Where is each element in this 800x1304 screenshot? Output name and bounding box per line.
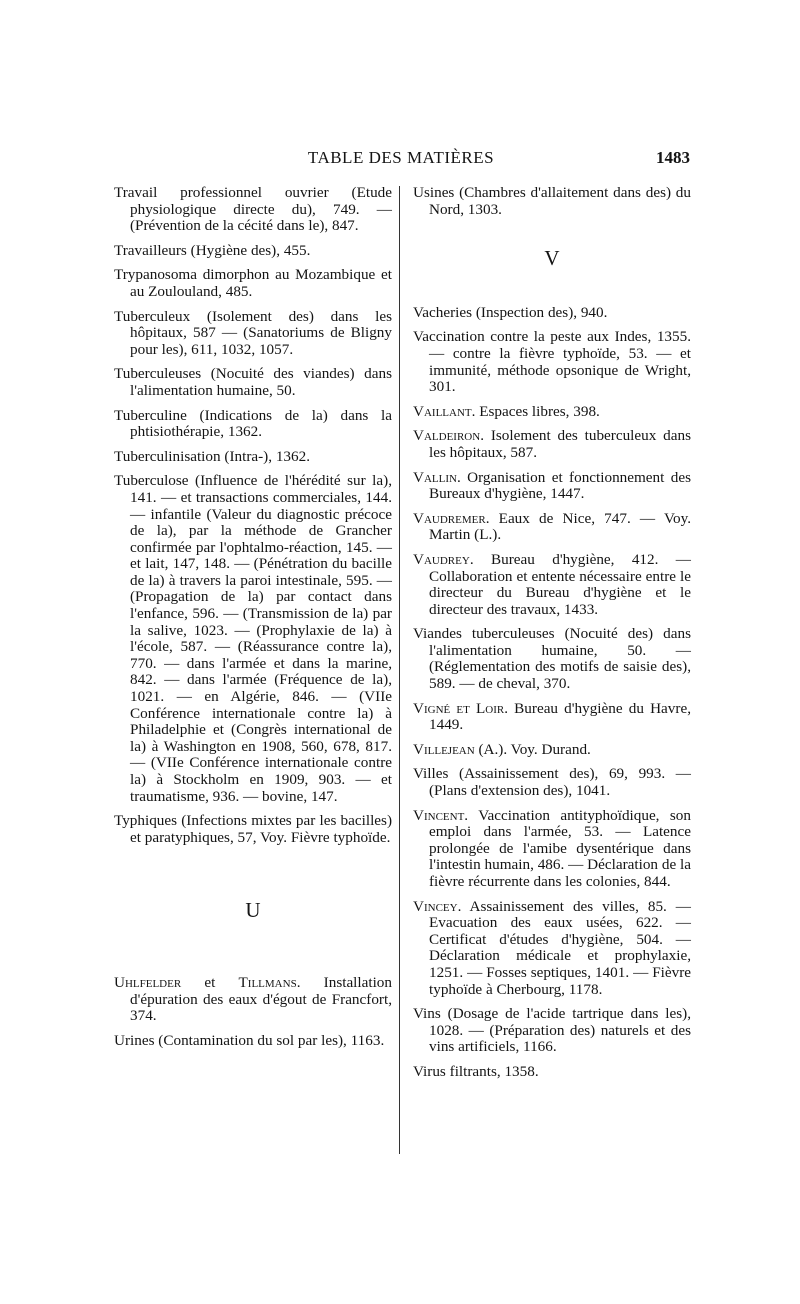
entry-text: (A.). Voy. Durand. (474, 740, 591, 758)
author-name: Vaudremer (413, 509, 486, 527)
entry-text: . Assainissement des villes, 85. — Evacuation des eaux usées, 622. — Certificat d'études d'hygiène, 504. — Déclaration médicale et prophylaxie, 1251. — Fosses septiques, 1401. — Fièvre typhoïde à Cherbourg, 1178. (429, 897, 691, 998)
entry-text: Villes (Assainissement des), 69, 993. — (Plans d'extension des), 1041. (413, 765, 691, 800)
index-entry: Urines (Contamination du sol par les), 1163. (114, 1031, 385, 1049)
section-letter-u: U (245, 898, 261, 923)
author-name: Valdeiron (413, 427, 481, 445)
entry-text: . Eaux de Nice, 747. — Voy. Martin (L.). (429, 509, 691, 544)
index-entry (413, 899, 691, 999)
entry-text: . Espaces libres, 398. (471, 402, 600, 420)
index-entry (413, 552, 691, 618)
index-entry: Travailleurs (Hygiène des), 455. (114, 241, 311, 259)
page-number: 1483 (656, 148, 690, 167)
author-name: Villejean (413, 740, 475, 758)
index-entry (413, 470, 691, 503)
index-entry (114, 975, 392, 1025)
author-name: Vigné et Loir (413, 699, 505, 717)
index-entry (413, 808, 691, 891)
index-entry: Tuberculinisation (Intra-), 1362. (114, 447, 310, 465)
entry-text: Vacheries (Inspection des), 940. (413, 303, 608, 321)
page-title: TABLE DES MATIÈRES (307, 148, 495, 167)
index-entry (413, 701, 691, 734)
index-entry (413, 1006, 691, 1056)
index-entry: Tuberculine (Indications de la) dans la phtisiothérapie, 1362. (114, 406, 392, 441)
index-entry (413, 305, 691, 322)
entry-text: . Organisation et fonctionnement des Bureaux d'hygiène, 1447. (429, 468, 691, 503)
index-entry: Typhiques (Infections mixtes par les bacilles) et paratyphiques, 57, Voy. Fièvre typhoïde. (114, 812, 392, 846)
entry-text: . Isolement des tuberculeux dans les hôpitaux, 587. (429, 427, 691, 461)
entry-text: Vins (Dosage de l'acide tartrique dans les), 1028. — (Préparation des) naturels et des vins artificiels, 1166. (413, 1005, 691, 1056)
page-header (112, 148, 690, 172)
right-column (413, 185, 691, 1089)
index-entry: Travail professionnel ouvrier (Etude physiologique directe du), 749. — (Prévention de la cécité dans le), 847. (114, 184, 392, 235)
entry-text: Viandes tuberculeuses (Nocuité des) dans l'alimentation humaine, 50. — (Réglementation des motifs de saisie des), 589. — de cheval, 370. (413, 625, 691, 693)
index-entry (413, 626, 691, 692)
section-letter-v: V (544, 246, 560, 271)
author-name: Vaillant (413, 402, 472, 420)
index-entry (413, 1064, 691, 1081)
left-column (114, 185, 392, 1057)
author-name: Uhlfelder (114, 973, 182, 991)
entry-text: et (181, 973, 239, 991)
author-name: Vaudrey (413, 550, 470, 568)
index-entry (413, 742, 691, 759)
author-name: Vincey (413, 897, 458, 915)
index-entry: Trypanosoma dimorphon au Mozambique et au Zoulouland, 485. (114, 266, 392, 300)
entry-text: Virus filtrants, 1358. (413, 1062, 539, 1080)
entry-text: . Bureau d'hygiène du Havre, 1449. (429, 699, 691, 734)
author-name: Tillmans (238, 973, 297, 991)
index-entry (413, 428, 691, 461)
index-entry (413, 329, 691, 395)
entry-text: . Vaccination antityphoïdique, son emploi dans l'armée, 53. — Latence prolongée de l'amibe dysentérique dans l'intestin humain, 486. — Déclaration de la fièvre récurrente dans les colonies, 844. (429, 806, 691, 890)
index-entry: Tuberculeux (Isolement des) dans les hôpitaux, 587 — (Sanatoriums de Bligny pour les), 611, 1032, 1057. (114, 307, 392, 358)
column-divider (399, 186, 400, 1154)
author-name: Vallin (413, 468, 457, 486)
entry-text: . Installation d'épuration des eaux d'égout de Francfort, 374. (130, 973, 392, 1025)
index-entry: Tuberculeuses (Nocuité des viandes) dans l'alimentation humaine, 50. (114, 365, 392, 399)
index-entry: Tuberculose (Influence de l'hérédité sur la), 141. — et transactions commerciales, 144. — infantile (Valeur du diagnostic précoce de la), par la méthode de Grancher confirmée par l'ophtalmo-réaction, 145. — et lait, 147, 148. — (Pénétration du bacille de la) à travers la paroi intestinale, 595. — (Propagation de la) par contact dans l'enfance, 596. — (Transmission de la) par la salive, 1023. — (Prophylaxie de la) à l'école, 587. — (Réassurance contre la), 770. — dans l'armée et dans la marine, 842. — dans l'armée (Fréquence de la), 1021. — en Algérie, 846. — (VIIe Conférence internationale contre la) à Philadelphie et (Congrès international de la) à Washington en 1908, 560, 678, 817. — (VIIe Conférence internationale contre la) à Stockholm en 1909, 903. — et traumatisme, 936. — bovine, 147. (114, 472, 392, 805)
author-name: Vincent (413, 806, 465, 824)
index-entry (413, 511, 691, 544)
index-entry: Usines (Chambres d'allaitement dans des) du Nord, 1303. (413, 184, 691, 218)
index-entry (413, 766, 691, 799)
index-entry (413, 404, 691, 421)
entry-text: Vaccination contre la peste aux Indes, 1355. — contre la fièvre typhoïde, 53. — et immunité, méthode opsonique de Wright, 301. (413, 328, 691, 396)
entry-text: . Bureau d'hygiène, 412. — Collaboration et entente nécessaire entre le directeur du Bureau d'hygiène et le directeur des travaux, 1433. (429, 550, 691, 618)
